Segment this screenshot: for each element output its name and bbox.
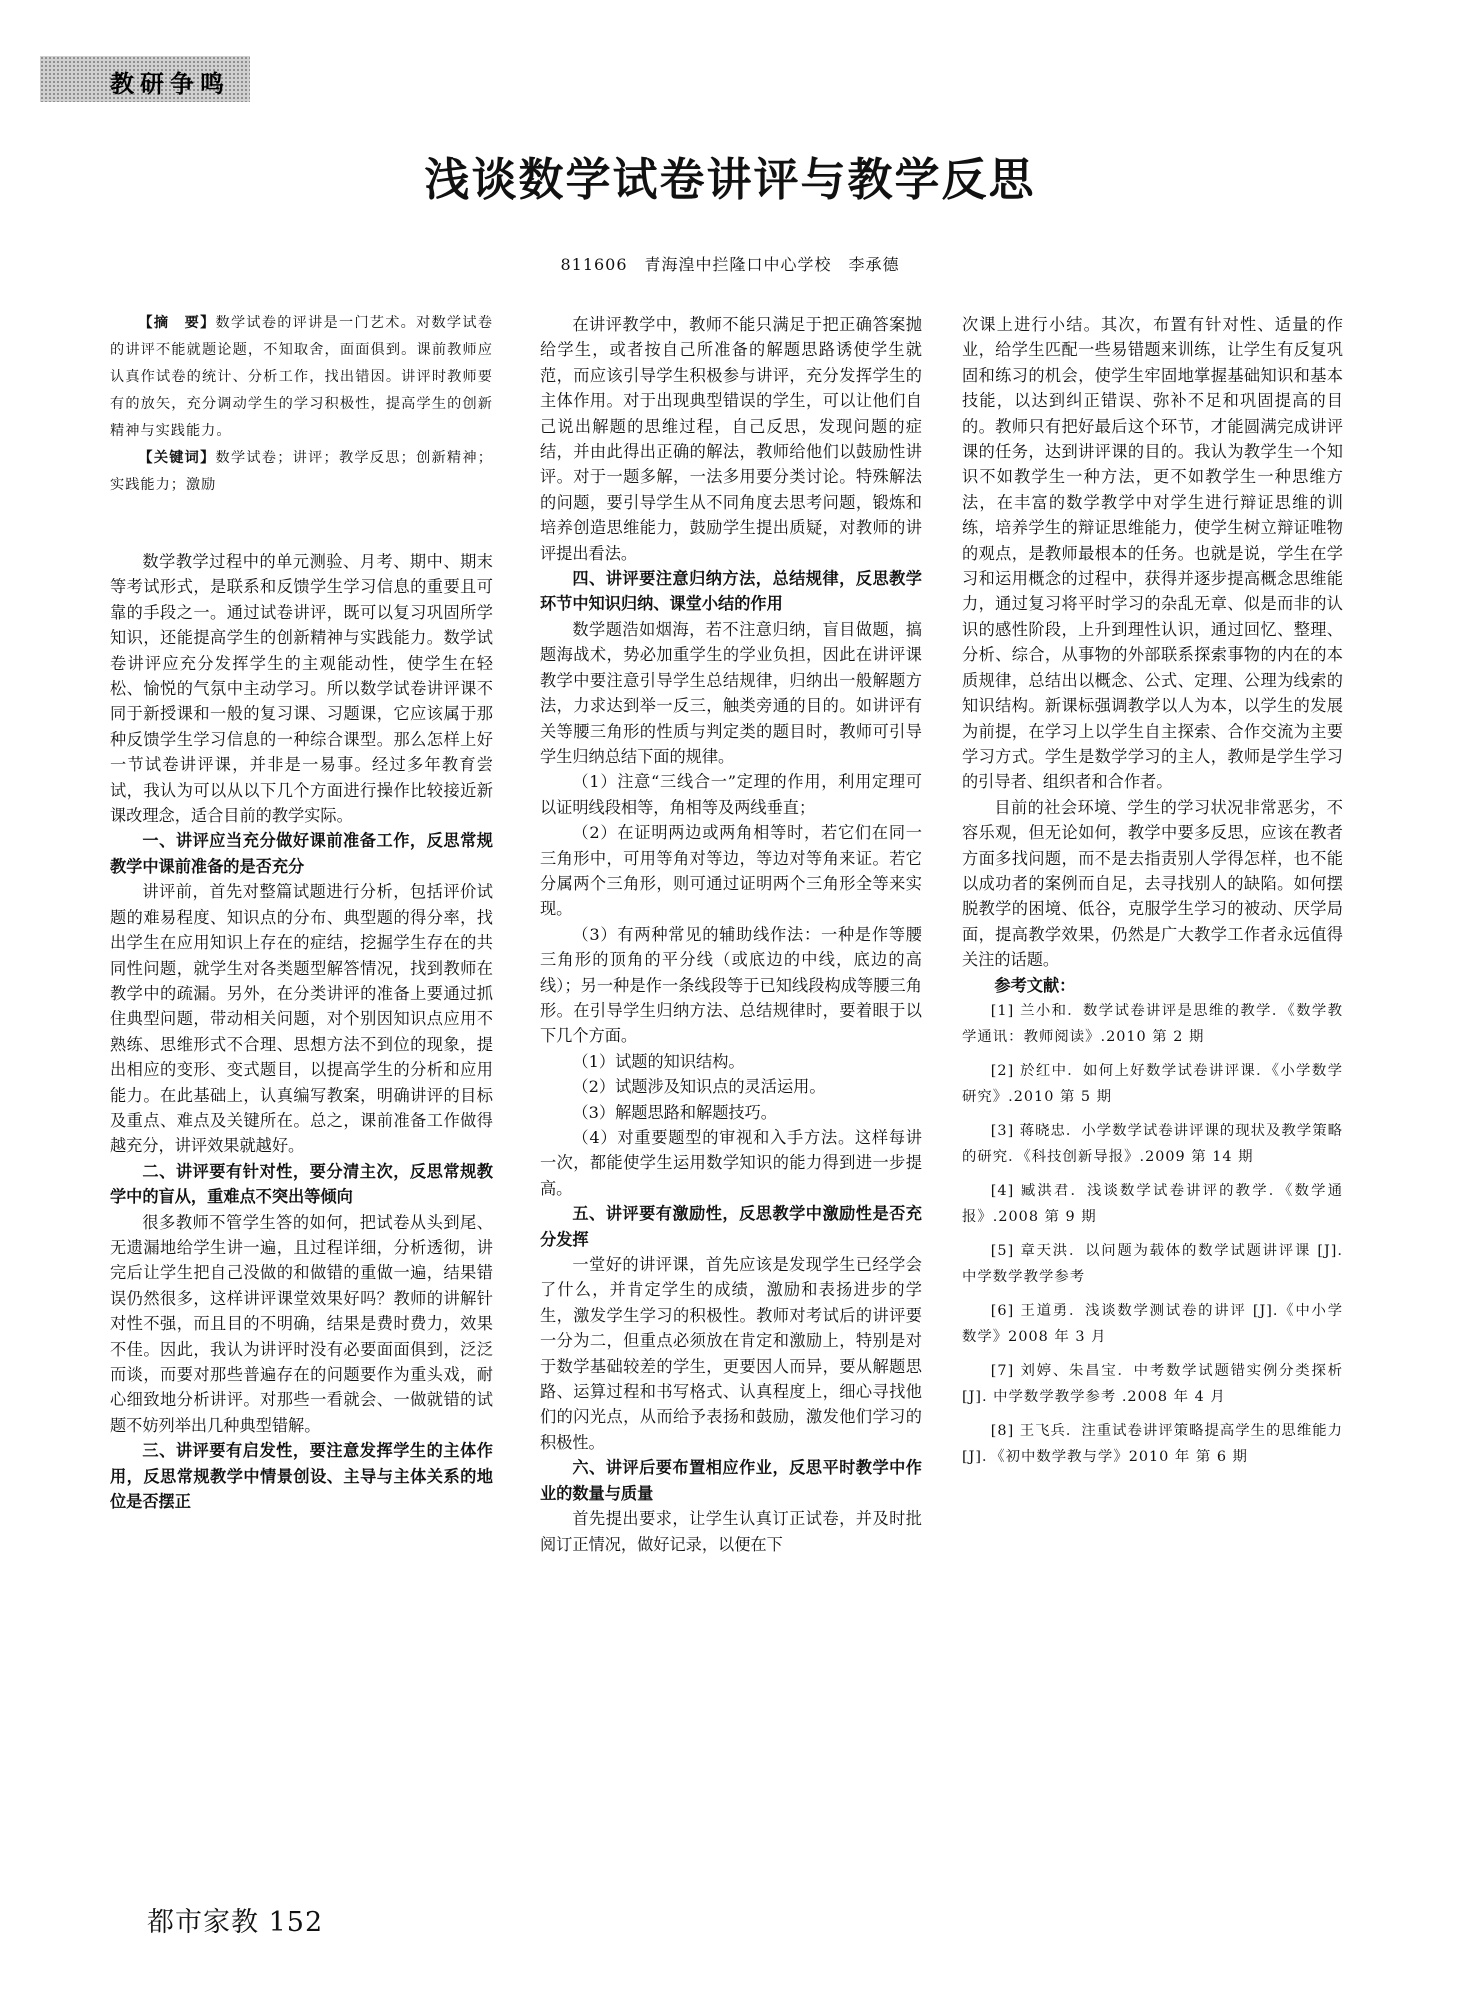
section-heading: 三、讲评要有启发性，要注意发挥学生的主体作用，反思常规教学中情景创设、主导与主体关系的地位是否摆正 — [110, 1441, 493, 1512]
list-item: （1）试题的知识结构。 — [572, 1051, 745, 1071]
reference-item: [2] 於红中．如何上好数学试卷讲评课．《小学数学研究》.2010 第 5 期 — [962, 1062, 1343, 1105]
references-title: 参考文献： — [994, 975, 1076, 995]
reference-item: [3] 蒋晓忠．小学数学试卷讲评课的现状及教学策略的研究．《科技创新导报》.2009 第 14 期 — [962, 1122, 1343, 1165]
paragraph: 首先提出要求，让学生认真订正试卷，并及时批阅订正情况，做好记录，以便在下 — [540, 1509, 922, 1554]
paragraph: 一堂好的讲评课，首先应该是发现学生已经学会了什么，并肯定学生的成绩，激励和表扬进步的学生，激发学生学习的积极性。教师对考试后的讲评要一分为二，但重点必须放在肯定和激励上，特别是对于数学基础较差的学生，更要因人而异，要从解题思路、运算过程和书写格式、认真程度上，细心寻找他们的闪光点，从而给予表扬和鼓励，激发他们学习的积极性。 — [540, 1255, 922, 1452]
section-tag — [40, 56, 250, 102]
reference-item: [8] 王飞兵．注重试卷讲评策略提高学生的思维能力 [J]．《初中数学教与学》2010 年 第 6 期 — [962, 1422, 1343, 1465]
paragraph: 数学教学过程中的单元测验、月考、期中、期末等考试形式，是联系和反馈学生学习信息的重要且可靠的手段之一。通过试卷讲评，既可以复习巩固所学知识，还能提高学生的创新精神与实践能力。数学试卷讲评应充分发挥学生的主观能动性，使学生在轻松、愉悦的气氛中主动学习。所以数学试卷讲评课不同于新授课和一般的复习课、习题课，它应该属于那种反馈学生学习信息的一种综合课型。那么怎样上好一节试卷讲评课，并非是一易事。经过多年教育尝试，我认为可以从以下几个方面进行操作比较接近新课改理念，适合目前的教学实际。 — [110, 552, 493, 826]
reference-item: [4] 臧洪君．浅谈数学试卷讲评的教学．《数学通报》.2008 第 9 期 — [962, 1182, 1343, 1225]
keywords-label: 【关键词】 — [138, 450, 216, 466]
list-item: （1）注意“三线合一”定理的作用，利用定理可以证明线段相等，角相等及两线垂直； — [540, 772, 922, 817]
section-heading: 六、讲评后要布置相应作业，反思平时教学中作业的数量与质量 — [540, 1458, 922, 1503]
abstract — [110, 310, 493, 445]
section-tag-label: 教研争鸣 — [110, 70, 230, 98]
list-item: （3）解题思路和解题技巧。 — [572, 1102, 777, 1122]
abstract-text: 数学试卷的评讲是一门艺术。对数学试卷的讲评不能就题论题，不知取舍，面面俱到。课前教师应认真作试卷的统计、分析工作，找出错因。讲评时教师要有的放矢，充分调动学生的学习积极性，提高学生的创新精神与实践能力。 — [110, 315, 493, 439]
list-item: （2）试题涉及知识点的灵活运用。 — [572, 1077, 826, 1097]
list-item: （4）对重要题型的审视和入手方法。这样每讲一次，都能使学生运用数学知识的能力得到进一步提高。 — [540, 1128, 922, 1198]
reference-item: [5] 章天洪．以问题为载体的数学试题讲评课 [J]. 中学数学教学参考 — [962, 1242, 1343, 1285]
author-line: 811606 青海湟中拦隆口中心学校 李承德 — [560, 255, 900, 274]
reference-item: [1] 兰小和．数学试卷讲评是思维的教学．《数学教学通讯：教师阅读》.2010 第 2 期 — [962, 1002, 1343, 1045]
article-title: 浅谈数学试卷讲评与教学反思 — [424, 153, 1036, 206]
paragraph: 很多教师不管学生答的如何，把试卷从头到尾、无遗漏地给学生讲一遍，且过程详细，分析透彻，讲完后让学生把自己没做的和做错的重做一遍，结果错误仍然很多，这样讲评课堂效果好吗？教师的讲解针对性不强，而且目的不明确，结果是费时费力，效果不佳。因此，我认为讲评时没有必要面面俱到，泛泛而谈，而要对那些普遍存在的问题要作为重头戏，耐心细致地分析讲评。对那些一看就会、一做就错的试题不妨列举出几种典型错解。 — [110, 1212, 493, 1435]
section-heading: 四、讲评要注意归纳方法，总结规律，反思教学环节中知识归纳、课堂小结的作用 — [540, 569, 922, 614]
section-heading: 二、讲评要有针对性，要分清主次，反思常规教学中的盲从，重难点不突出等倾向 — [110, 1161, 493, 1207]
section-heading: 五、讲评要有激励性，反思教学中激励性是否充分发挥 — [540, 1204, 922, 1249]
paragraph: 在讲评教学中，教师不能只满足于把正确答案抛给学生，或者按自己所准备的解题思路诱使学生就范，而应该引导学生积极参与讲评，充分发挥学生的主体作用。对于出现典型错误的学生，可以让他们自己说出解题的思维过程，自己反思，发现问题的症结，并由此得出正确的解法，教师给他们以鼓励性讲评。对于一题多解，一法多用要分类讨论。特殊解法的问题，要引导学生从不同角度去思考问题，锻炼和培养创造思维能力，鼓励学生提出质疑，对教师的讲评提出看法。 — [540, 315, 922, 563]
paragraph: 讲评前，首先对整篇试题进行分析，包括评价试题的难易程度、知识点的分布、典型题的得分率，找出学生在应用知识上存在的症结，挖掘学生存在的共同性问题，就学生对各类题型解答情况，找到教师在教学中的疏漏。另外，在分类讲评的准备上要通过抓住典型问题，带动相关问题，对个别因知识点应用不熟练、思维形式不合理、思想方法不到位的现象，提出相应的变形、变式题目，以提高学生的分析和应用能力。在此基础上，认真编写教案，明确讲评的目标及重点、难点及关键所在。总之，课前准备工作做得越充分，讲评效果就越好。 — [110, 882, 493, 1156]
reference-item: [7] 刘婷、朱昌宝．中考数学试题错实例分类探析 [J]. 中学数学教学参考 .2008 年 4 月 — [962, 1362, 1343, 1405]
column-2 — [540, 312, 922, 1557]
paragraph: 次课上进行小结。其次，布置有针对性、适量的作业，给学生匹配一些易错题来训练，让学生有反复巩固和练习的机会，使学生牢固地掌握基础知识和基本技能，以达到纠正错误、弥补不足和巩固提高的目的。教师只有把好最后这个环节，才能圆满完成讲评课的任务，达到讲评课的目的。我认为教学生一个知识不如教学生一种方法，更不如教学生一种思维方法，在丰富的数学教学中对学生进行辩证思维的训练，培养学生的辩证思维能力，使学生树立辩证唯物的观点，是教师最根本的任务。也就是说，学生在学习和运用概念的过程中，获得并逐步提高概念思维能力，通过复习将平时学习的杂乱无章、似是而非的认识的感性阶段，上升到理性认识，通过回忆、整理、分析、综合，从事物的外部联系探索事物的内在的本质规律，总结出以概念、公式、定理、公理为线索的知识结构。新课标强调教学以人为本，以学生的发展为前提，在学习上以学生自主探索、合作交流为主要学习方式。学生是数学学习的主人，教师是学生学习的引导者、组织者和合作者。 — [962, 315, 1343, 792]
column-1 — [110, 310, 493, 1514]
keywords-text: 数学试卷；讲评；教学反思；创新精神；实践能力；激励 — [110, 450, 493, 493]
paragraph: 数学题浩如烟海，若不注意归纳，盲目做题，搞题海战术，势必加重学生的学业负担，因此在讲评课教学中要注意引导学生总结规律，归纳出一般解题方法，力求达到举一反三，触类旁通的目的。如讲评有关等腰三角形的性质与判定类的题目时，教师可引导学生归纳总结下面的规律。 — [540, 619, 922, 766]
list-item: （3）有两种常见的辅助线作法：一种是作等腰三角形的顶角的平分线（或底边的中线，底边的高线）；另一种是作一条线段等于已知线段构成等腰三角形。在引导学生归纳方法、总结规律时，要着眼于以下几个方面。 — [540, 924, 922, 1046]
list-item: （2）在证明两边或两角相等时，若它们在同一三角形中，可用等角对等边，等边对等角来证。若它分属两个三角形，则可通过证明两个三角形全等来实现。 — [540, 823, 922, 919]
abstract-label: 【摘 要】 — [138, 315, 216, 331]
paragraph: 目前的社会环境、学生的学习状况非常恶劣，不容乐观，但无论如何，教学中要多反思，应该在教者方面多找问题，而不是去指责别人学得怎样，也不能以成功者的案例而自足，去寻找别人的缺陷。如何摆脱教学的困境、低谷，克服学生学习的被动、厌学局面，提高教学效果，仍然是广大教学工作者永远值得关注的话题。 — [962, 797, 1343, 970]
column-3 — [962, 312, 1343, 1478]
page-footer: 都市家教 152 — [147, 1907, 324, 1938]
reference-item: [6] 王道勇．浅谈数学测试卷的讲评 [J].《中小学数学》2008 年 3 月 — [962, 1302, 1343, 1345]
section-heading: 一、讲评应当充分做好课前准备工作，反思常规教学中课前准备的是否充分 — [110, 831, 493, 876]
keywords — [110, 445, 493, 499]
